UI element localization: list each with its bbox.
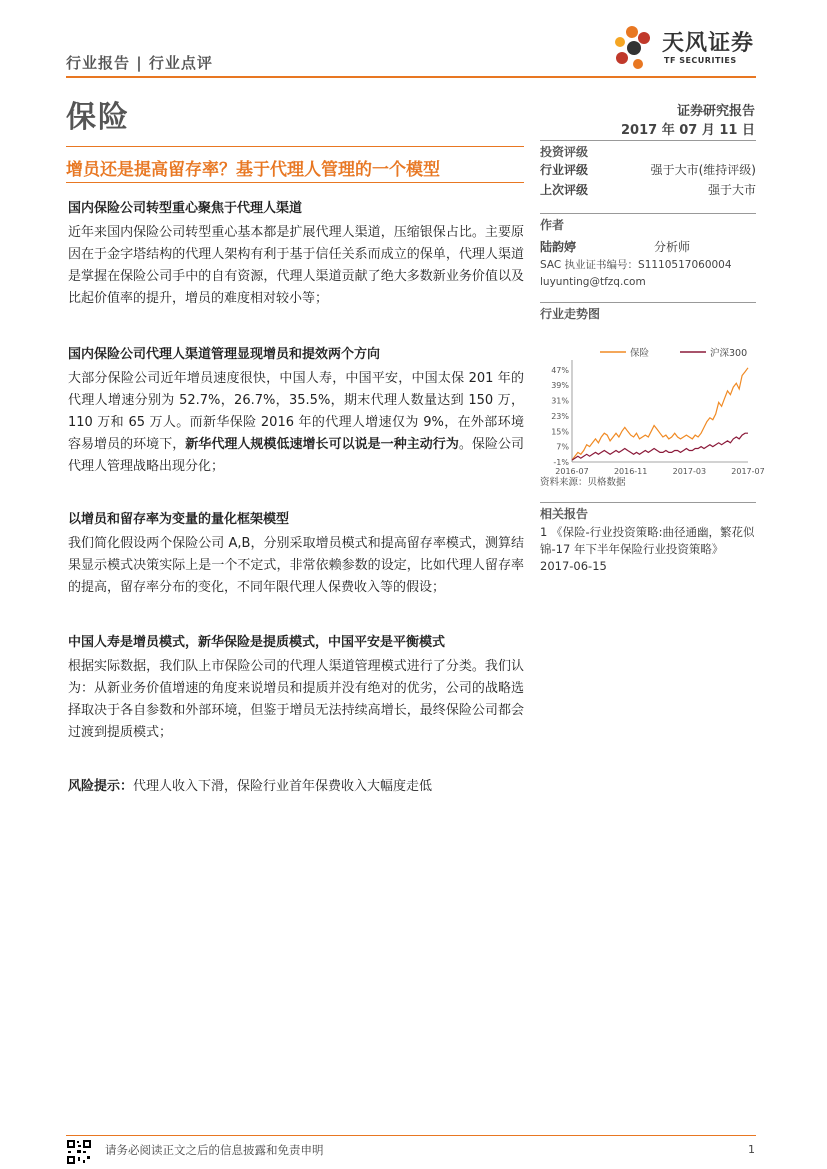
y-tick-label: 23% bbox=[551, 411, 569, 421]
rating-label: 行业评级 bbox=[540, 163, 589, 177]
rating-heading: 投资评级 bbox=[540, 140, 756, 160]
footer-disclaimer[interactable]: 请务必阅读正文之后的信息披露和免责申明 bbox=[105, 1143, 324, 1157]
related-item[interactable]: 1 《保险-行业投资策略:曲径通幽，繁花似锦-17 年下半年保险行业投资策略》 2017-06-15 bbox=[540, 525, 755, 573]
section-title: 国内保险公司代理人渠道管理显现增员和提效两个方向 bbox=[68, 347, 381, 362]
risk-label: 风险提示： bbox=[68, 779, 134, 794]
company-logo bbox=[612, 22, 762, 74]
y-tick-label: 39% bbox=[551, 381, 569, 391]
series-line-csi300 bbox=[572, 433, 748, 460]
section-body: 根据实际数据，我们队上市保险公司的代理人渠道管理模式进行了分类。我们认为：从新业务价值增速的角度来说增员和提质并没有绝对的优劣，公司的战略选择取决于各自参数和外部环境，但鉴于增员无法持续高增长，最终保险公司都会过渡到提质模式； bbox=[68, 659, 524, 740]
page-number: 1 bbox=[748, 1143, 755, 1156]
report-date: 2017 年 07 月 11 日 bbox=[621, 123, 755, 138]
section-body: 我们简化假设两个保险公司 A,B，分别采取增员模式和提高留存率模式，测算结果显示模式决策实际上是一个不定式，非常依赖参数的设定，比如代理人留存率的提高，留存率分布的变化，不同年限代理人保费收入等的假设； bbox=[68, 536, 524, 595]
rating-value: 强于大市(维持评级) bbox=[650, 163, 756, 177]
industry-title: 保险 bbox=[66, 100, 130, 135]
rating-row-industry bbox=[540, 160, 756, 180]
author-block bbox=[540, 213, 756, 291]
section-body-text: 大部分保险公司近年增员速度很快，中国人寿，中国平安，中国太保 201 年的代理人增速分别为 52.7%，26.7%，35.5%，期末代理人数量达到 150 万，110 万和 65 万人。而新华保险 2016 年的代理人增速仅为 9%，在外部环境容易增员的环境下， bbox=[68, 371, 524, 452]
y-tick-label: 47% bbox=[551, 365, 569, 375]
rating-block bbox=[540, 140, 756, 200]
x-tick-label: 2016-11 bbox=[613, 467, 648, 476]
section-title: 中国人寿是增员模式，新华保险是提质模式，中国平安是平衡模式 bbox=[68, 635, 446, 650]
headline: 增员还是提高留存率？基于代理人管理的一个模型 bbox=[66, 160, 440, 180]
author-role: 分析师 bbox=[653, 240, 690, 254]
legend-label: 沪深300 bbox=[710, 348, 748, 359]
related-heading: 相关报告 bbox=[540, 502, 756, 522]
section-body-emphasis: 新华代理人规模低速增长可以说是一种主动行为 bbox=[185, 437, 459, 452]
risk-text: 代理人收入下滑，保险行业首年保费收入大幅度走低 bbox=[133, 779, 433, 794]
legend-label: 保险 bbox=[630, 348, 650, 359]
section-title: 以增员和留存率为变量的量化框架模型 bbox=[68, 512, 290, 527]
section-body bbox=[68, 368, 524, 478]
author-row bbox=[540, 237, 756, 257]
y-tick-label: -1% bbox=[553, 458, 569, 467]
header-divider bbox=[66, 76, 756, 78]
y-tick-label: 31% bbox=[551, 396, 569, 406]
section-title: 国内保险公司转型重心聚焦于代理人渠道 bbox=[68, 201, 303, 216]
section-3 bbox=[68, 509, 524, 599]
qr-code-icon bbox=[66, 1139, 92, 1165]
section-4 bbox=[68, 632, 524, 744]
trend-chart bbox=[540, 322, 765, 476]
y-tick-label: 15% bbox=[551, 427, 569, 437]
section-body-text: 。保险公司代理人管理战略出现分化； bbox=[68, 437, 524, 474]
related-block bbox=[540, 502, 756, 575]
logo-english-name: TF SECURITIES bbox=[664, 56, 737, 65]
rating-value: 强于大市 bbox=[707, 183, 756, 197]
author-heading: 作者 bbox=[540, 213, 756, 233]
section-1 bbox=[68, 198, 524, 310]
footer-divider bbox=[66, 1135, 756, 1136]
x-tick-label: 2016-07 bbox=[555, 467, 589, 476]
section-2 bbox=[68, 344, 524, 478]
risk-note bbox=[68, 776, 524, 798]
headline-bottom-rule bbox=[66, 182, 524, 183]
x-tick-label: 2017-07 bbox=[731, 467, 765, 476]
headline-top-rule bbox=[66, 146, 524, 147]
logo-chinese-name: 天风证券 bbox=[662, 31, 755, 56]
trend-source: 资料来源：贝格数据 bbox=[540, 477, 626, 488]
author-email[interactable]: luyunting@tfzq.com bbox=[540, 276, 646, 288]
rating-label: 上次评级 bbox=[540, 183, 589, 197]
report-category: 行业报告 | 行业点评 bbox=[66, 54, 213, 72]
rating-row-previous bbox=[540, 180, 756, 200]
trend-heading: 行业走势图 bbox=[540, 302, 756, 322]
author-name: 陆韵婷 bbox=[540, 240, 577, 254]
section-body: 近年来国内保险公司转型重心基本都是扩展代理人渠道，压缩银保占比。主要原因在于金字塔结构的代理人架构有利于基于信任关系而成立的保单，代理人渠道是掌握在保险公司手中的自有资源，代理人渠道贡献了绝大多数新业务价值以及比起价值率的提升，增员的难度相对较小等； bbox=[68, 225, 524, 306]
x-tick-label: 2017-03 bbox=[672, 467, 707, 476]
series-line-insurance bbox=[572, 368, 748, 460]
y-tick-label: 7% bbox=[556, 442, 569, 452]
logo-petals-icon bbox=[612, 22, 660, 74]
trend-block bbox=[540, 302, 765, 491]
author-sac: SAC 执业证书编号：S1110517060004 bbox=[540, 259, 732, 271]
report-type: 证券研究报告 bbox=[676, 104, 755, 119]
